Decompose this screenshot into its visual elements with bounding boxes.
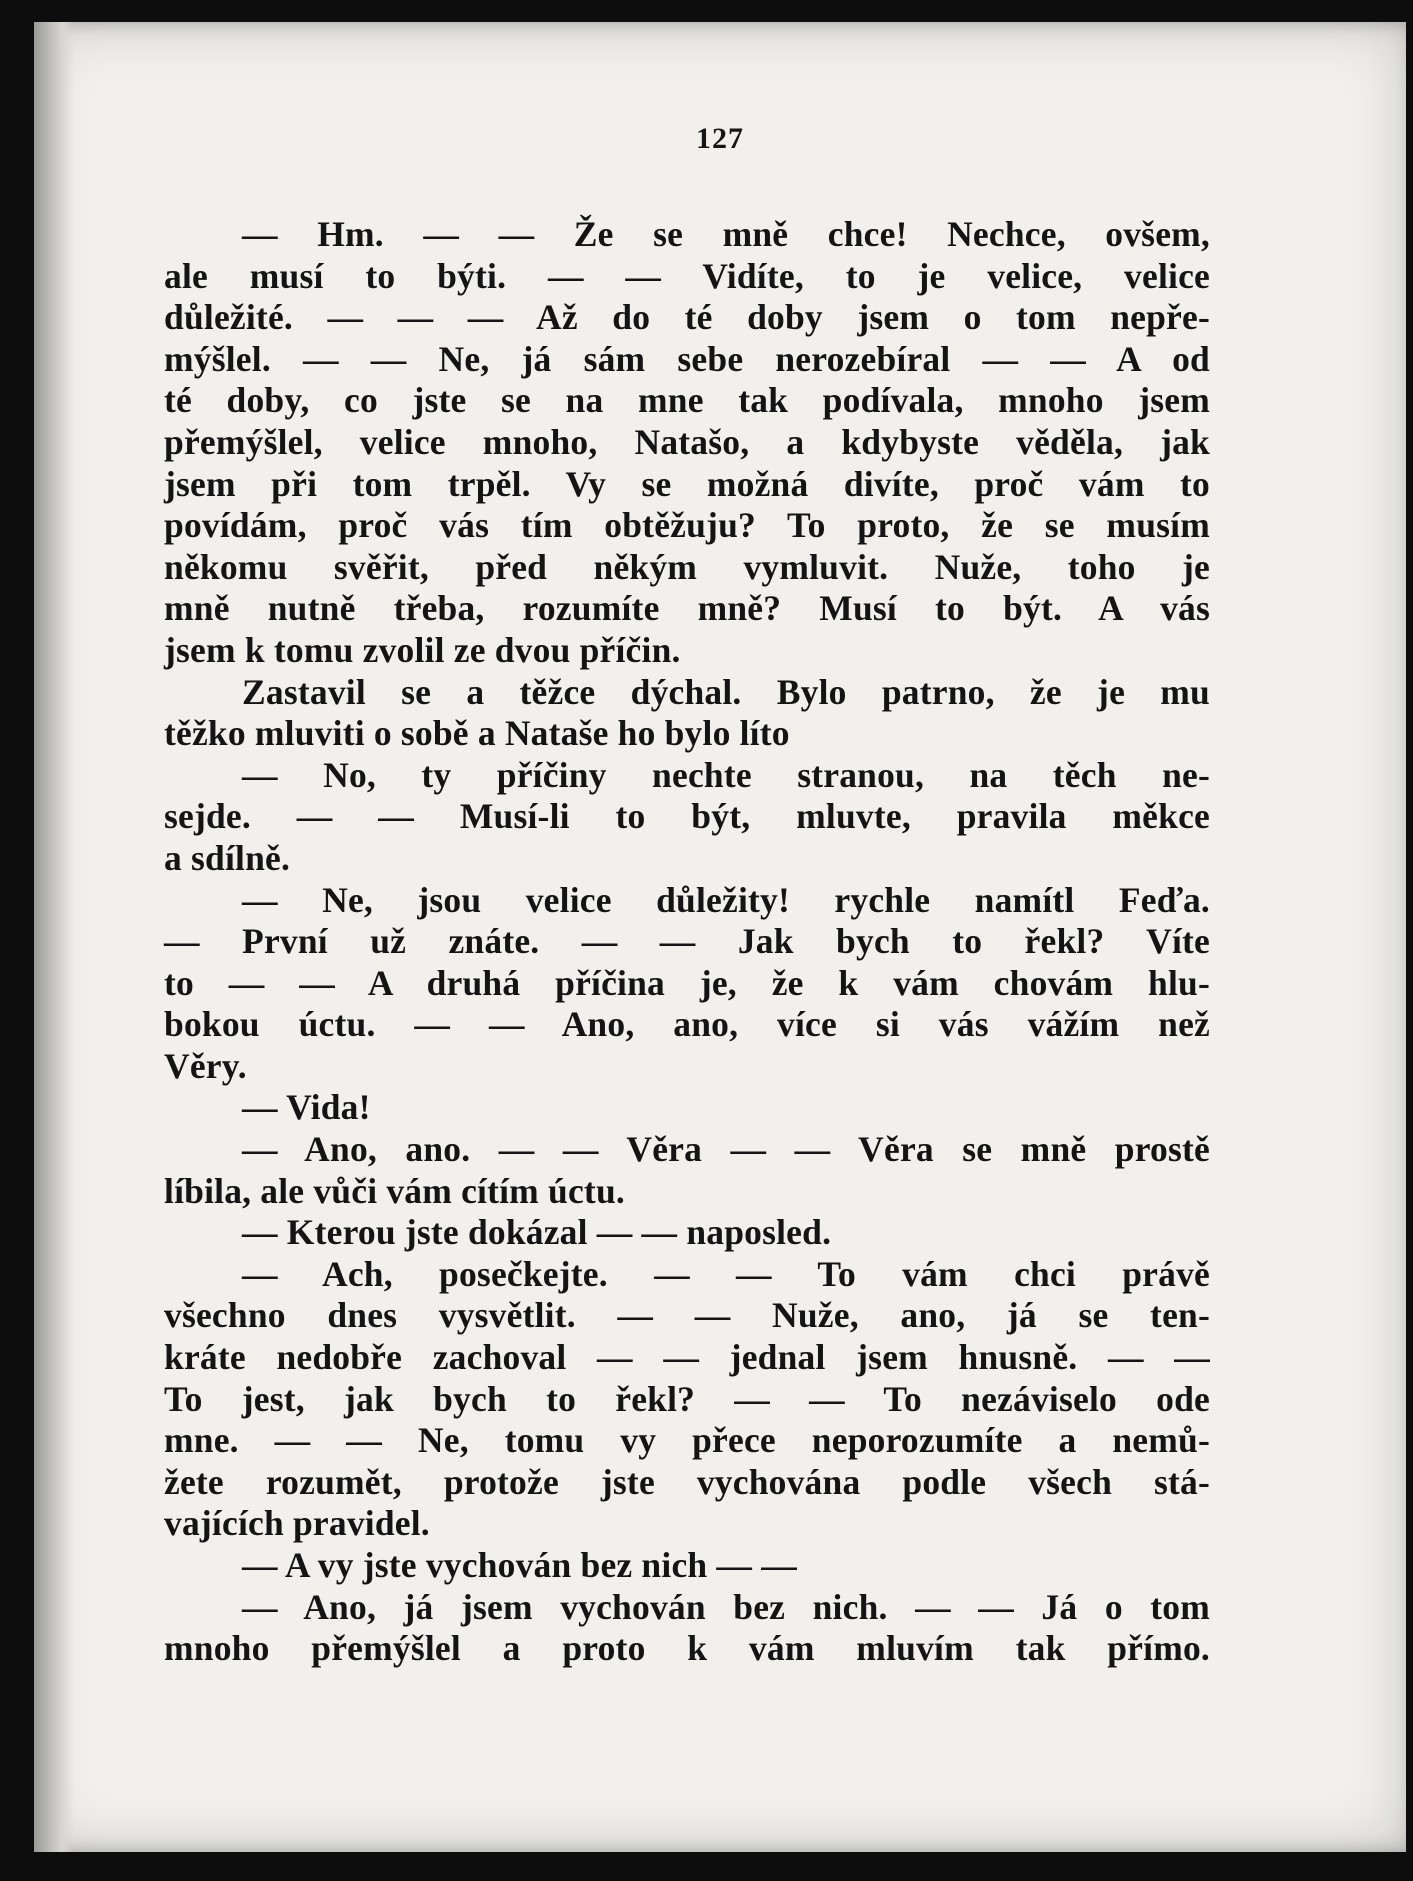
text-line: Věry. [164, 1045, 247, 1086]
text-line: — No, ty příčiny nechte stranou, na těch ne- [242, 754, 1210, 795]
page-number: 127 [696, 122, 744, 155]
text-line: někomu svěřit, před někým vymluvit. Nuže, toho je [164, 546, 1210, 587]
text-line: bokou úctu. — — Ano, ano, více si vás vážím než [164, 1004, 1210, 1045]
book-page [34, 22, 1406, 1852]
text-line: kráte nedobře zachoval — — jednal jsem hnusně. — — [164, 1337, 1210, 1378]
text-line: líbila, ale vůči vám cítím úctu. [164, 1170, 625, 1211]
text-line: té doby, co jste se na mne tak podívala, mnoho jsem [164, 380, 1210, 421]
text-line: přemýšlel, velice mnoho, Natašo, a kdybyste věděla, jak [164, 421, 1210, 462]
text-line: — Ano, ano. — — Věra — — Věra se mně prostě [242, 1129, 1210, 1170]
text-line: — Hm. — — Že se mně chce! Nechce, ovšem, [242, 214, 1210, 254]
text-line: jsem k tomu zvolil ze dvou příčin. [164, 629, 681, 670]
text-line: mne. — — Ne, tomu vy přece neporozumíte a nemů- [164, 1420, 1210, 1461]
text-line: To jest, jak bych to řekl? — — To nezáviselo ode [164, 1378, 1210, 1419]
text-line: vajících pravidel. [164, 1503, 430, 1544]
text-line: — Ach, posečkejte. — — To vám chci právě [242, 1253, 1210, 1294]
text-line: ale musí to býti. — — Vidíte, to je velice, velice [164, 255, 1210, 296]
text-line: — Vida! [242, 1087, 371, 1128]
body-text [164, 214, 1210, 1670]
text-line: mně nutně třeba, rozumíte mně? Musí to být. A vás [164, 588, 1210, 629]
text-line: mýšlel. — — Ne, já sám sebe nerozebíral — — A od [164, 338, 1210, 379]
text-line: — První už znáte. — — Jak bych to řekl? Víte [164, 921, 1210, 962]
text-line: a sdílně. [164, 837, 291, 878]
text-line: — Kterou jste dokázal — — naposled. [242, 1212, 832, 1253]
text-line: mnoho přemýšlel a proto k vám mluvím tak přímo. [164, 1628, 1210, 1669]
text-line: to — — A druhá příčina je, že k vám chovám hlu- [164, 962, 1210, 1003]
text-line: jsem při tom trpěl. Vy se možná divíte, proč vám to [164, 463, 1210, 504]
page-gutter-shadow [34, 22, 74, 1852]
text-line: povídám, proč vás tím obtěžuju? To proto, že se musím [164, 505, 1210, 546]
text-line: — Ne, jsou velice důležity! rychle namítl Feďa. [242, 879, 1210, 920]
text-line: — Ano, já jsem vychován bez nich. — — Já o tom [242, 1586, 1210, 1627]
text-line: sejde. — — Musí-li to být, mluvte, pravila měkce [164, 796, 1210, 837]
text-line: důležité. — — — Až do té doby jsem o tom nepře- [164, 297, 1210, 338]
text-line: — A vy jste vychován bez nich — — [242, 1545, 797, 1585]
text-line: Zastavil se a těžce dýchal. Bylo patrno, že je mu [242, 671, 1210, 712]
text-line: žete rozumět, protože jste vychována podle všech stá- [164, 1461, 1210, 1502]
text-line: všechno dnes vysvětlit. — — Nuže, ano, já se ten- [164, 1295, 1210, 1336]
text-line: těžko mluviti o sobě a Nataše ho bylo líto [164, 713, 790, 754]
